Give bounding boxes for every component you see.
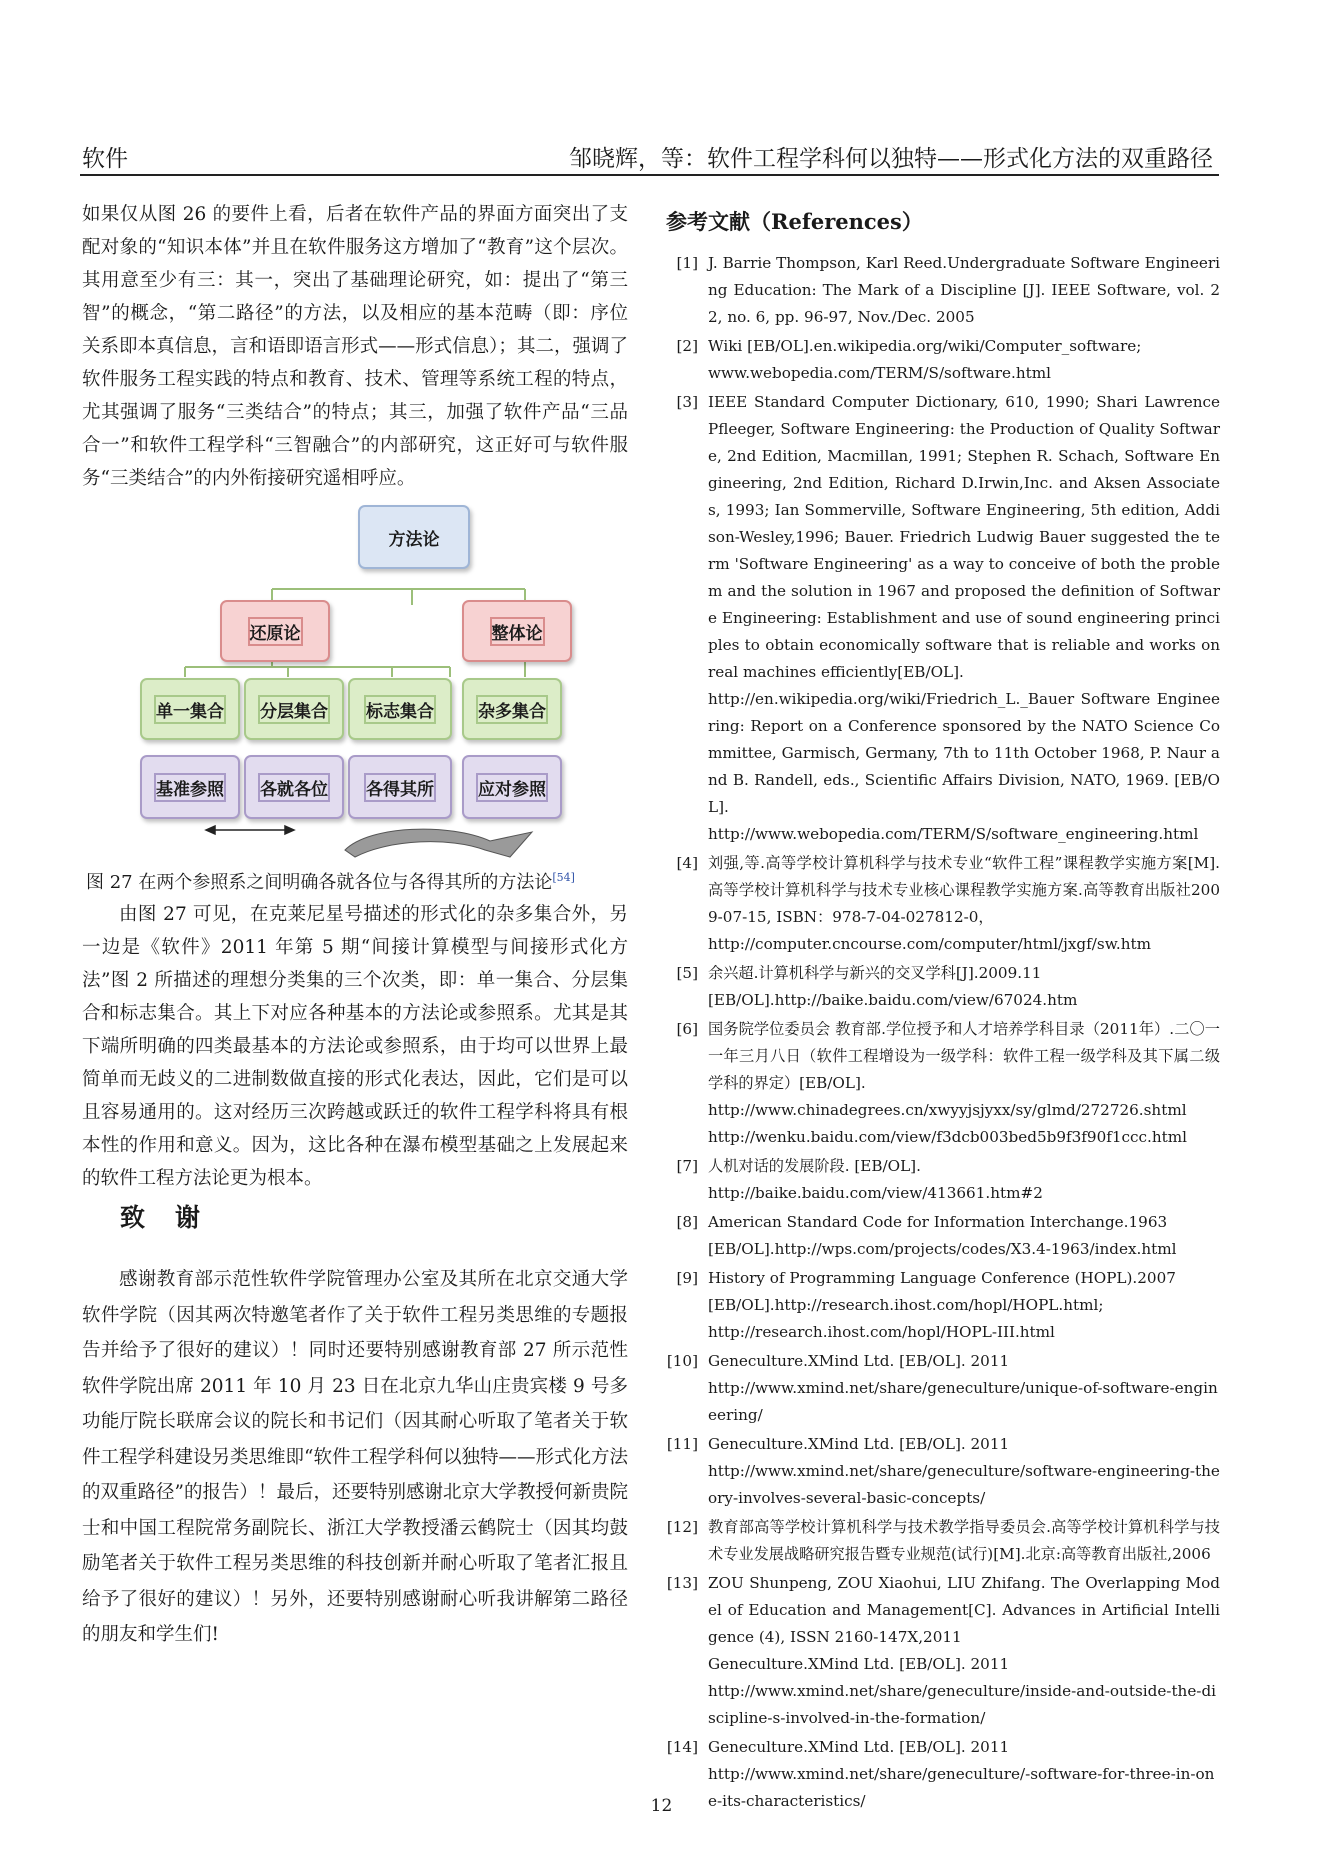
reference-line[interactable]: www.webopedia.com/TERM/S/software.html [708, 364, 1051, 382]
reference-line: Geneculture.XMind Ltd. [EB/OL]. 2011 [708, 1655, 1010, 1673]
reference-line: [EB/OL].http://research.ihost.com/hopl/HOPL.html; [708, 1296, 1104, 1314]
reference-text [708, 1514, 1220, 1568]
reference-line: 人机对话的发展阶段. [EB/OL]. [708, 1157, 921, 1175]
box-level3-1 [244, 678, 344, 740]
box-level4-1 [244, 755, 344, 819]
reference-item [666, 250, 1220, 331]
box-level4-3-label: 应对参照 [476, 773, 548, 802]
acknowledgement-block [82, 1262, 628, 1653]
reference-text [708, 250, 1220, 331]
reference-line: 余兴超.计算机科学与新兴的交叉学科[J].2009.11 [708, 964, 1042, 982]
reference-line: 教育部高等学校计算机科学与技术教学指导委员会.高等学校计算机科学与技术专业发展战略研究报告暨专业规范(试行)[M].北京:高等教育出版社,2006 [708, 1518, 1220, 1563]
reference-line[interactable]: http://research.ihost.com/hopl/HOPL-III.html [708, 1323, 1055, 1341]
reference-item [666, 1153, 1220, 1207]
reference-item [666, 1209, 1220, 1263]
reference-number: [2] [676, 337, 698, 355]
reference-line: J. Barrie Thompson, Karl Reed.Undergraduate Software Engineering Education: The Mark of a Discipline [J]. IEEE Software, vol. 22, no. 6, pp. 96-97, Nov./Dec. 2005 [708, 254, 1220, 326]
reference-text [708, 1209, 1220, 1263]
double-arrow [206, 826, 294, 834]
left-column [82, 198, 628, 495]
reference-line: Geneculture.XMind Ltd. [EB/OL]. 2011 [708, 1352, 1010, 1370]
reference-number: [14] [666, 1738, 698, 1756]
reference-text [708, 1431, 1220, 1512]
box-level3-2-label: 标志集合 [364, 695, 436, 724]
reference-line: Geneculture.XMind Ltd. [EB/OL]. 2011 [708, 1738, 1010, 1756]
reference-line: ZOU Shunpeng, ZOU Xiaohui, LIU Zhifang. The Overlapping Model of Education and Management[C]. Advances in Artificial Intelligence (4), ISSN 2160-147X,2011 [708, 1574, 1220, 1646]
reference-line[interactable]: http://www.webopedia.com/TERM/S/software_engineering.html [708, 825, 1199, 843]
reference-number: [5] [676, 964, 698, 982]
reference-item [666, 1514, 1220, 1568]
box-level3-0-label: 单一集合 [154, 695, 226, 724]
reference-number: [10] [666, 1352, 698, 1370]
references-list [666, 250, 1220, 1815]
reference-item [666, 960, 1220, 1014]
reference-line[interactable]: http://www.xmind.net/share/geneculture/-software-for-three-in-one-its-characteristics/ [708, 1765, 1215, 1810]
reference-text [708, 1153, 1220, 1207]
reference-number: [1] [676, 254, 698, 272]
box-level2-1 [462, 600, 572, 662]
acknowledgement-heading: 致谢 [120, 1203, 231, 1232]
running-title: 邹晓辉，等：软件工程学科何以独特——形式化方法的双重路径 [569, 146, 1213, 172]
reference-text [708, 1265, 1220, 1346]
reference-number: [8] [676, 1213, 698, 1231]
box-level4-0 [140, 755, 240, 819]
reference-number: [6] [676, 1020, 698, 1038]
reference-number: [11] [666, 1435, 698, 1453]
reference-text [708, 1570, 1220, 1732]
reference-line: History of Programming Language Conference (HOPL).2007 [708, 1269, 1176, 1287]
references-heading: 参考文献（References） [666, 209, 923, 234]
reference-item [666, 850, 1220, 958]
reference-text [708, 960, 1220, 1014]
reference-line[interactable]: http://www.xmind.net/share/geneculture/software-engineering-theory-involves-several-basic-concepts/ [708, 1462, 1220, 1507]
box-level4-2 [348, 755, 452, 819]
reference-line: IEEE Standard Computer Dictionary, 610, 1990; Shari Lawrence Pfleeger, Software Engineering: the Production of Quality Software, 2nd Edition, Macmillan, 1991; Stephen R. Schach, Software Engineering, 2nd Edition, Richard D.Irwin,Inc. and Aksen Associates, 1993; Ian Sommerville, Software Engineering, 5th edition, Addison-Wesley,1996; Bauer. Friedrich Ludwig Bauer suggested the term 'Software Engineering' as a way to conceive of both the problem and the solution in 1967 and proposed the definition of Software Engineering: Establishment and use of sound engineering principles to obtain economically software that is reliable and works on real machines efficiently[EB/OL]. [708, 393, 1220, 681]
box-top [358, 505, 470, 569]
reference-line: 刘强,等.高等学校计算机科学与技术专业“软件工程”课程教学实施方案[M].高等学校计算机科学与技术专业核心课程教学实施方案.高等教育出版社2009-07-15, ISBN：978-7-04-027812-0， [708, 854, 1220, 926]
paragraph-2: 由图 27 可见，在克莱尼星号描述的形式化的杂多集合外，另一边是《软件》2011 年第 5 期“间接计算模型与间接形式化方法”图 2 所描述的理想分类集的三个次类，即：单一集合、分层集合和标志集合。其上下对应各种基本的方法论或参照系。尤其是其下端所明确的四类最基本的方法论或参照系，由于均可以世界上最简单而无歧义的二进制数做直接的形式化表达，因此，它们是可以且容易通用的。这对经历三次跨越或跃迁的软件工程学科将具有根本性的作用和意义。因为，这比各种在瀑布模型基础之上发展起来的软件工程方法论更为根本。 [82, 904, 628, 1189]
box-level3-3-label: 杂多集合 [476, 695, 548, 724]
box-level4-3 [462, 755, 562, 819]
reference-line[interactable]: http://baike.baidu.com/view/413661.htm#2 [708, 1184, 1043, 1202]
figure-caption-text: 图 27 在两个参照系之间明确各就各位与各得其所的方法论 [86, 872, 553, 893]
reference-line[interactable]: http://wenku.baidu.com/view/f3dcb003bed5b9f3f90f1ccc.html [708, 1128, 1188, 1146]
reference-text [708, 333, 1220, 387]
paragraph-1: 如果仅从图 26 的要件上看，后者在软件产品的界面方面突出了支配对象的“知识本体”并且在软件服务这方增加了“教育”这个层次。其用意至少有三：其一，突出了基础理论研究，如：提出了“第三智”的概念，“第二路径”的方法，以及相应的基本范畴（即：序位关系即本真信息，言和语即语言形式——形式信息）；其二，强调了软件服务工程实践的特点和教育、技术、管理等系统工程的特点，尤其强调了服务“三类结合”的特点；其三，加强了软件产品“三品合一”和软件工程学科“三智融合”的内部研究，这正好可与软件服务“三类结合”的内外衔接研究遥相呼应。 [82, 204, 628, 489]
curved-arrow [345, 829, 532, 857]
reference-item [666, 389, 1220, 848]
reference-item [666, 1265, 1220, 1346]
box-level4-2-label: 各得其所 [364, 773, 436, 802]
box-level4-0-label: 基准参照 [154, 773, 226, 802]
reference-line[interactable]: http://computer.cncourse.com/computer/html/jxgf/sw.htm [708, 935, 1152, 953]
box-level2-1-label: 整体论 [490, 617, 545, 646]
reference-item [666, 1570, 1220, 1732]
reference-item [666, 1348, 1220, 1429]
header-rule [80, 174, 1219, 176]
reference-line: 国务院学位委员会 教育部.学位授予和人才培养学科目录（2011年）.二〇一一年三月八日（软件工程增设为一级学科：软件工程一级学科及其下属二级学科的界定）[EB/OL]. [708, 1020, 1220, 1092]
box-top-label: 方法论 [388, 529, 440, 550]
reference-item [666, 1016, 1220, 1151]
reference-number: [9] [676, 1269, 698, 1287]
reference-line[interactable]: http://en.wikipedia.org/wiki/Friedrich_L._Bauer Software Engineering: Report on a Conference sponsored by the NATO Science Committee, Garmisch, Germany, 7th to 11th October 1968, P. Naur and B. Randell, eds., Scientific Affairs Division, NATO, 1969. [EB/OL]. [708, 690, 1220, 816]
box-level3-3 [462, 678, 562, 740]
reference-item [666, 1431, 1220, 1512]
reference-item [666, 333, 1220, 387]
reference-number: [7] [676, 1157, 698, 1175]
box-level2-0 [220, 600, 330, 662]
reference-number: [13] [666, 1574, 698, 1592]
reference-line: [EB/OL].http://wps.com/projects/codes/X3.4-1963/index.html [708, 1240, 1177, 1258]
reference-text [708, 389, 1220, 848]
acknowledgement-text: 感谢教育部示范性软件学院管理办公室及其所在北京交通大学软件学院（因其两次特邀笔者作了关于软件工程另类思维的专题报告并给予了很好的建议）！同时还要特别感谢教育部 27 所示范性软件学院出席 2011 年 10 月 23 日在北京九华山庄贵宾楼 9 号多功能厅院长联席会议的院长和书记们（因其耐心听取了笔者关于软件工程学科建设另类思维即“软件工程学科何以独特——形式化方法的双重路径”的报告）！最后，还要特别感谢北京大学教授何新贵院士和中国工程院常务副院长、浙江大学教授潘云鹤院士（因其均鼓励笔者关于软件工程另类思维的科技创新并耐心听取了笔者汇报且给予了很好的建议）！另外，还要特别感谢耐心听我讲解第二路径的朋友和学生们! [82, 1269, 628, 1645]
journal-name: 软件 [82, 146, 128, 172]
references-column [666, 198, 1220, 1817]
box-level3-2 [348, 678, 452, 740]
reference-line: Wiki [EB/OL].en.wikipedia.org/wiki/Computer_software; [708, 337, 1142, 355]
box-level4-1-label: 各就各位 [258, 773, 330, 802]
reference-number: [3] [676, 393, 698, 411]
figure-caption [86, 868, 575, 894]
reference-line: Geneculture.XMind Ltd. [EB/OL]. 2011 [708, 1435, 1010, 1453]
reference-number: [12] [666, 1518, 698, 1536]
figure-citation-link[interactable]: [54] [552, 871, 575, 884]
reference-text [708, 850, 1220, 958]
reference-line[interactable]: http://www.xmind.net/share/geneculture/unique-of-software-engineering/ [708, 1379, 1218, 1424]
paragraph-2-block [82, 898, 628, 1195]
box-level3-1-label: 分层集合 [258, 695, 330, 724]
reference-text [708, 1348, 1220, 1429]
box-level2-0-label: 还原论 [248, 617, 303, 646]
reference-line[interactable]: http://www.chinadegrees.cn/xwyyjsjyxx/sy/glmd/272726.shtml [708, 1101, 1187, 1119]
reference-line[interactable]: http://www.xmind.net/share/geneculture/inside-and-outside-the-discipline-s-involved-in-the-formation/ [708, 1682, 1217, 1727]
box-level3-0 [140, 678, 240, 740]
figure-27-diagram [140, 505, 580, 860]
reference-line: [EB/OL].http://baike.baidu.com/view/67024.htm [708, 991, 1078, 1009]
reference-number: [4] [676, 854, 698, 872]
page-number: 12 [650, 1796, 673, 1816]
reference-text [708, 1016, 1220, 1151]
reference-line: American Standard Code for Information Interchange.1963 [708, 1213, 1168, 1231]
